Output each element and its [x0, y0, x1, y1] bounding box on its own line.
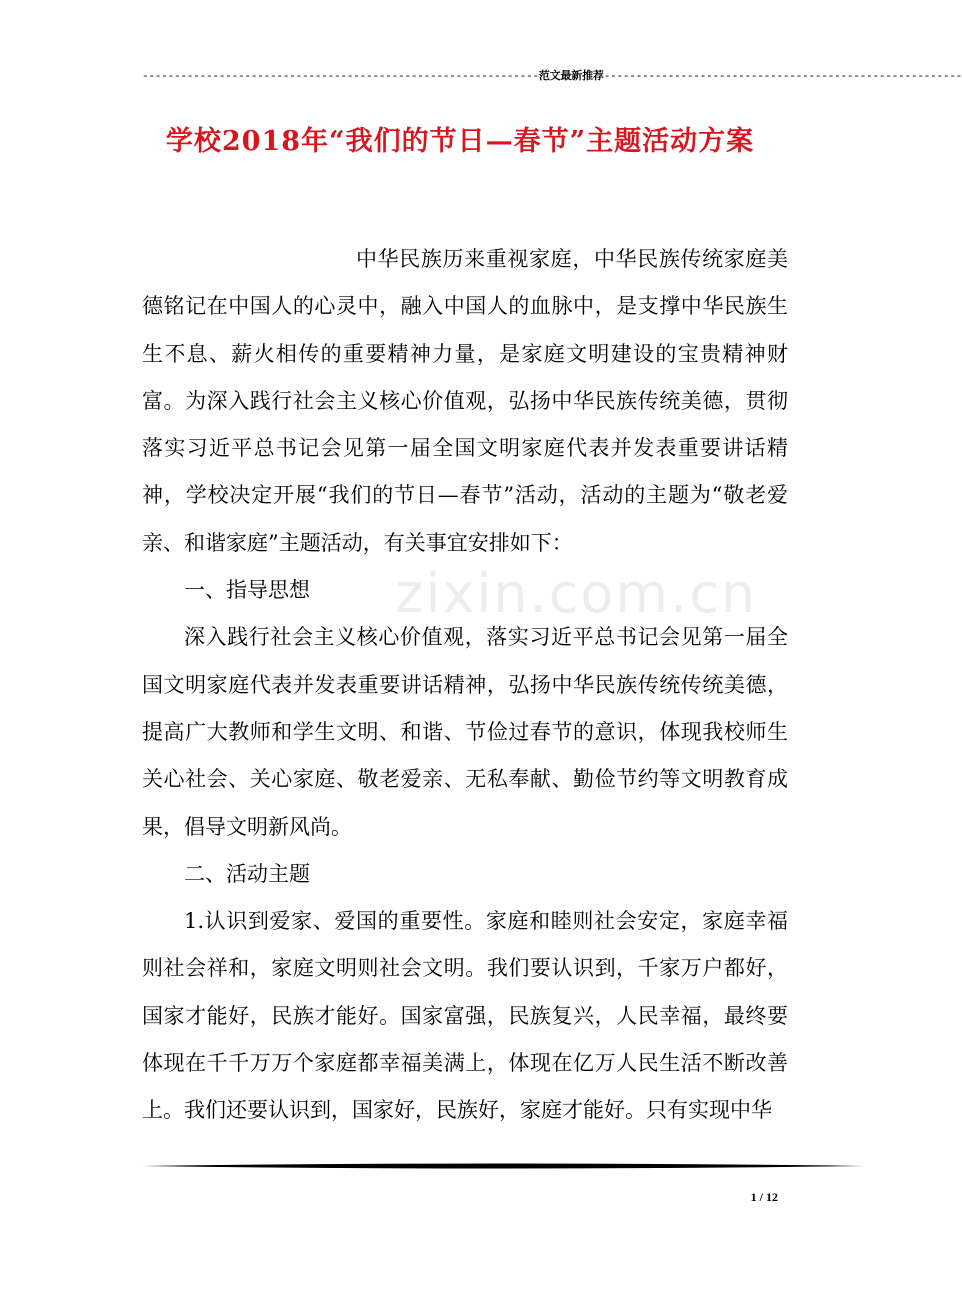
- section-heading-activity-theme: 二、活动主题: [184, 861, 310, 886]
- footer-rule: [142, 1162, 864, 1170]
- footer-rule-shape: [142, 1164, 864, 1169]
- guiding-ideology-paragraph: 深入践行社会主义核心价值观，落实习近平总书记会见第一届全国文明家庭代表并发表重要讲话精神，弘扬中华民族传统传统美德，提高广大教师和学生文明、和谐、节俭过春节的意识，体现我校师生关心社会、关心家庭、敬老爱亲、无私奉献、勤俭节约等文明教育成果，倡导文明新风尚。: [142, 625, 788, 839]
- document-body: [142, 236, 788, 1135]
- section-heading-guiding-ideology: 一、指导思想: [184, 578, 310, 603]
- header-dashes-right: --------------------------------------------------------: [603, 71, 962, 83]
- header-dashes-left: --------------------------------------------------------------: [142, 71, 539, 83]
- page-number: 1 / 12: [750, 1190, 778, 1204]
- activity-theme-paragraph: 1.认识到爱家、爱国的重要性。家庭和睦则社会安定，家庭幸福则社会祥和，家庭文明则社会文明。我们要认识到，千家万户都好，国家才能好，民族才能好。国家富强，民族复兴，人民幸福，最终要体现在千千万万个家庭都幸福美满上，体现在亿万人民生活不断改善上。我们还要认识到，国家好，民族好，家庭才能好。只有实现中华: [142, 909, 788, 1123]
- watermark: zixin.com.cn: [395, 562, 758, 625]
- header-label: 范文最新推荐: [538, 69, 604, 82]
- header-line: [142, 68, 962, 84]
- intro-paragraph: 中华民族历来重视家庭，中华民族传统家庭美德铭记在中国人的心灵中，融入中国人的血脉中，是支撑中华民族生生不息、薪火相传的重要精神力量，是家庭文明建设的宝贵精神财富。为深入践行社会主义核心价值观，弘扬中华民族传统美德，贯彻落实习近平总书记会见第一届全国文明家庭代表并发表重要讲话精神，学校决定开展“我们的节日—春节”活动，活动的主题为“敬老爱亲、和谐家庭”主题活动，有关事宜安排如下：: [142, 247, 788, 555]
- document-title: 学校2018年“我们的节日—春节”主题活动方案: [165, 126, 755, 157]
